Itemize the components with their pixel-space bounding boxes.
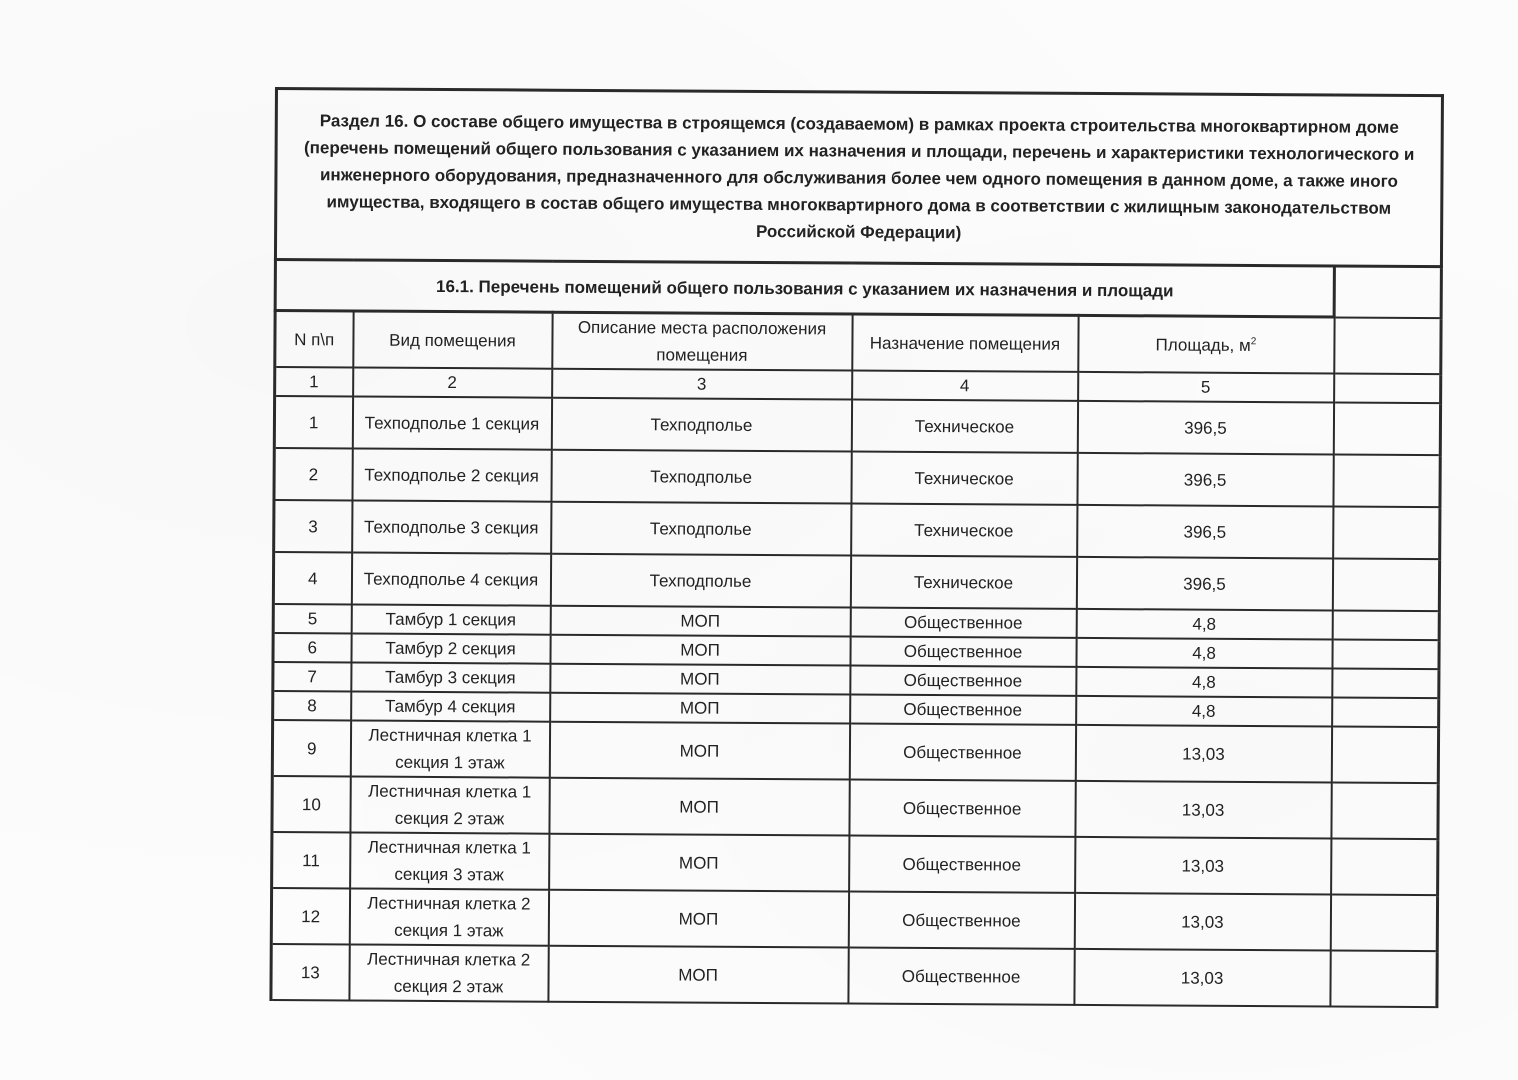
cell-location: Техподполье <box>551 450 851 504</box>
cell-number: 12 <box>271 888 349 944</box>
table-row <box>272 832 1438 895</box>
table-row <box>271 944 1437 1007</box>
blank-margin-cell <box>1332 697 1439 727</box>
blank-margin-cell <box>1334 373 1441 403</box>
blank-margin-cell <box>1331 782 1438 839</box>
blank-margin-cell <box>1331 838 1438 895</box>
column-header-number: N п\п <box>275 311 353 368</box>
cell-type: Тамбур 4 секция <box>351 691 550 721</box>
cell-area: 13,03 <box>1074 893 1330 951</box>
cell-type: Техподполье 2 секция <box>352 448 551 501</box>
cell-area: 396,5 <box>1076 557 1332 611</box>
column-header-area <box>1078 315 1334 373</box>
blank-margin-cell <box>1330 950 1437 1007</box>
common-premises-table <box>269 87 1444 1008</box>
cell-purpose: Техническое <box>851 452 1077 505</box>
blank-margin-cell <box>1333 454 1440 507</box>
cell-area: 13,03 <box>1075 725 1331 783</box>
cell-location: МОП <box>550 606 850 637</box>
cell-number: 8 <box>273 691 351 720</box>
cell-number: 10 <box>272 776 350 832</box>
blank-margin-cell <box>1332 639 1439 669</box>
cell-number: 9 <box>272 720 350 776</box>
cell-purpose: Общественное <box>848 892 1074 949</box>
column-number: 4 <box>852 371 1078 401</box>
cell-number: 1 <box>274 396 352 448</box>
cell-location: Техподполье <box>551 398 851 452</box>
cell-purpose: Общественное <box>849 836 1075 893</box>
cell-purpose: Техническое <box>850 556 1076 609</box>
table-row <box>274 396 1440 455</box>
blank-margin-cell <box>1334 266 1441 318</box>
cell-purpose: Общественное <box>850 666 1076 696</box>
cell-type: Лестничная клетка 1 секция 3 этаж <box>350 832 549 889</box>
blank-margin-cell <box>1332 668 1439 698</box>
cell-area: 396,5 <box>1077 401 1333 455</box>
cell-area: 13,03 <box>1074 949 1330 1007</box>
cell-purpose: Техническое <box>851 504 1077 557</box>
cell-number: 3 <box>274 500 352 552</box>
cell-area: 13,03 <box>1075 837 1331 895</box>
cell-number: 7 <box>273 662 351 691</box>
cell-purpose: Общественное <box>850 637 1076 667</box>
cell-number: 13 <box>271 944 349 1000</box>
area-unit-superscript: 2 <box>1250 335 1257 347</box>
cell-number: 5 <box>273 604 351 633</box>
cell-type: Тамбур 1 секция <box>351 604 550 634</box>
cell-type: Техподполье 1 секция <box>352 396 551 449</box>
cell-location: МОП <box>548 890 848 948</box>
cell-area: 4,8 <box>1076 696 1332 727</box>
table-row <box>274 500 1440 559</box>
area-label: Площадь, м <box>1155 334 1251 355</box>
cell-type: Лестничная клетка 1 секция 1 этаж <box>350 720 549 777</box>
blank-margin-cell <box>1332 558 1439 611</box>
cell-number: 4 <box>273 552 351 604</box>
cell-area: 4,8 <box>1076 667 1332 698</box>
column-number: 5 <box>1078 372 1334 403</box>
blank-margin-cell <box>1331 726 1438 783</box>
cell-type: Техподполье 4 секция <box>351 552 550 605</box>
blank-margin-cell <box>1332 610 1439 640</box>
table-row <box>272 720 1438 783</box>
subsection-title: 16.1. Перечень помещений общего пользования с указанием их назначения и площади <box>275 260 1334 317</box>
blank-margin-cell <box>1334 317 1441 374</box>
cell-location: МОП <box>549 722 849 780</box>
cell-area: 13,03 <box>1075 781 1331 839</box>
cell-type: Лестничная клетка 1 секция 2 этаж <box>350 776 549 833</box>
cell-purpose: Общественное <box>850 695 1076 725</box>
common-property-form <box>269 87 1441 1008</box>
cell-type: Тамбур 3 секция <box>351 662 550 692</box>
section-title: Раздел 16. О составе общего имущества в строящемся (создаваемом) в рамках проекта строительства многоквартирном доме (перечень помещений общего пользования с указанием их назначения и площади, перечень и характеристики технологического и инженерного оборудования, предназначенного для обслуживания более чем одного помещения в данном доме, а также иного имущества, входящего в состав общего имущества многоквартирного дома в соответствии с жилищным законодательством Российской Федерации) <box>275 89 1442 267</box>
table-row <box>272 776 1438 839</box>
cell-area: 396,5 <box>1077 505 1333 559</box>
column-number: 1 <box>275 367 353 396</box>
cell-location: МОП <box>550 635 850 666</box>
cell-location: МОП <box>549 778 849 836</box>
cell-number: 2 <box>274 448 352 500</box>
blank-margin-cell <box>1333 402 1440 455</box>
column-header-location: Описание места расположения помещения <box>552 312 852 370</box>
cell-type: Лестничная клетка 2 секция 2 этаж <box>349 944 548 1001</box>
column-header-type: Вид помещения <box>353 311 552 369</box>
cell-location: МОП <box>550 664 850 695</box>
table-row <box>273 552 1439 611</box>
cell-type: Тамбур 2 секция <box>351 633 550 663</box>
cell-location: Техподполье <box>551 502 851 556</box>
blank-margin-cell <box>1330 894 1437 951</box>
table-row <box>271 888 1437 951</box>
cell-number: 11 <box>272 832 350 888</box>
cell-type: Лестничная клетка 2 секция 1 этаж <box>349 888 548 945</box>
cell-area: 396,5 <box>1077 453 1333 507</box>
column-header-row <box>275 311 1441 375</box>
cell-purpose: Техническое <box>851 400 1077 453</box>
cell-area: 4,8 <box>1076 638 1332 669</box>
cell-type: Техподполье 3 секция <box>352 500 551 553</box>
cell-location: МОП <box>549 834 849 892</box>
cell-location: Техподполье <box>550 554 850 608</box>
blank-margin-cell <box>1333 506 1440 559</box>
table-row <box>274 448 1440 507</box>
column-header-purpose: Назначение помещения <box>852 314 1078 372</box>
cell-purpose: Общественное <box>850 608 1076 638</box>
cell-purpose: Общественное <box>849 724 1075 781</box>
cell-area: 4,8 <box>1076 609 1332 640</box>
cell-purpose: Общественное <box>849 780 1075 837</box>
cell-location: МОП <box>550 693 850 724</box>
column-number: 3 <box>552 369 852 400</box>
cell-number: 6 <box>273 633 351 662</box>
column-number: 2 <box>353 367 552 397</box>
cell-location: МОП <box>548 946 848 1004</box>
cell-purpose: Общественное <box>848 948 1074 1005</box>
